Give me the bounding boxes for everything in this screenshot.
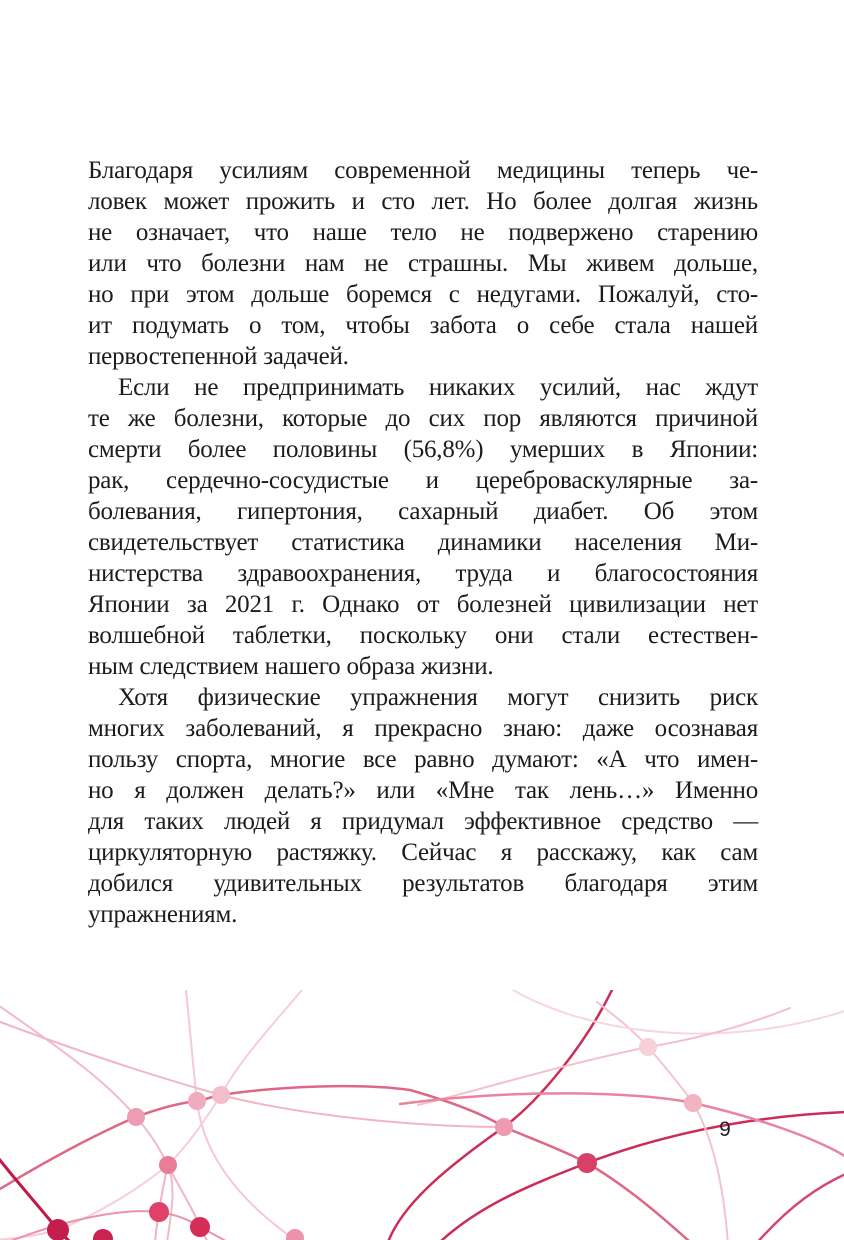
text-line: не означает, что наше тело не подвержено старению xyxy=(88,219,758,246)
text-line: нистерства здравоохранения, труда и благосостояния xyxy=(88,560,758,587)
text-line: пользу спорта, многие все равно думают: «А что имен- xyxy=(88,746,758,773)
text-line: болевания, гипертония, сахарный диабет. Об этом xyxy=(88,498,758,525)
text-line: смерти более половины (56,8%) умерших в Японии: xyxy=(88,436,758,463)
text-line: ловек может прожить и сто лет. Но более долгая жизнь xyxy=(88,188,758,215)
decoration-node-dot xyxy=(684,1094,702,1112)
decoration-node-dot xyxy=(47,1219,69,1240)
text-line: Японии за 2021 г. Однако от болезней цивилизации нет xyxy=(88,591,758,618)
text-line: упражнениям. xyxy=(88,901,238,928)
body-text xyxy=(88,155,758,930)
decoration-arc xyxy=(755,1172,844,1240)
decoration-arc xyxy=(388,990,612,1240)
decoration-arc xyxy=(500,990,844,1034)
text-line: многих заболеваний, я прекрасно знаю: даже осознавая xyxy=(88,715,758,742)
text-line: свидетельствует статистика динамики населения Ми- xyxy=(88,529,758,556)
text-line: волшебной таблетки, поскольку они стали естествен- xyxy=(88,622,758,649)
text-line: но я должен делать?» или «Мне так лень…» Именно xyxy=(88,777,758,804)
decoration-node-dot xyxy=(188,1092,206,1110)
decoration-container xyxy=(0,990,844,1240)
decoration-node-dot xyxy=(159,1156,177,1174)
decoration-arc xyxy=(418,1008,790,1105)
decoration-node-dot xyxy=(93,1229,113,1240)
decoration-node-dot xyxy=(127,1108,145,1126)
decoration-arc xyxy=(0,990,302,1240)
network-decoration xyxy=(0,990,844,1240)
decoration-arc xyxy=(597,1002,728,1240)
decoration-arc xyxy=(0,1020,504,1127)
paragraph xyxy=(88,682,758,930)
decoration-arc xyxy=(0,1003,173,1240)
text-line: но при этом дольше боремся с недугами. Пожалуй, сто- xyxy=(88,281,758,308)
decoration-arc xyxy=(186,990,298,1240)
text-line: первостепенной задачей. xyxy=(88,343,349,370)
decoration-node-dot xyxy=(286,1229,304,1240)
decoration-node-dot xyxy=(577,1153,597,1173)
decoration-node-dot xyxy=(495,1118,513,1136)
decoration-node-dot xyxy=(212,1086,230,1104)
page-number: 9 xyxy=(719,1118,731,1141)
text-line: ным следствием нашего образа жизни. xyxy=(88,653,494,680)
decoration-node-dot xyxy=(190,1217,210,1237)
text-line: Если не предпринимать никаких усилий, нас ждут xyxy=(118,374,758,401)
text-line: ит подумать о том, чтобы забота о себе стала нашей xyxy=(88,312,758,339)
text-line: те же болезни, которые до сих пор являются причиной xyxy=(88,405,758,432)
text-line: рак, сердечно-сосудистые и цереброваскулярные за- xyxy=(88,467,758,494)
text-line: Хотя физические упражнения могут снизить риск xyxy=(118,684,758,711)
text-line: Благодаря усилиям современной медицины теперь че- xyxy=(88,157,758,184)
text-line: циркуляторную растяжку. Сейчас я расскажу, как сам xyxy=(88,839,758,866)
text-line: добился удивительных результатов благодаря этим xyxy=(88,870,758,897)
paragraph xyxy=(88,372,758,682)
paragraph xyxy=(88,155,758,372)
decoration-node-dot xyxy=(639,1038,657,1056)
text-line: для таких людей я придумал эффективное средство — xyxy=(88,808,758,835)
decoration-node-dot xyxy=(149,1202,169,1222)
text-line: или что болезни нам не страшны. Мы живем дольше, xyxy=(88,250,758,277)
